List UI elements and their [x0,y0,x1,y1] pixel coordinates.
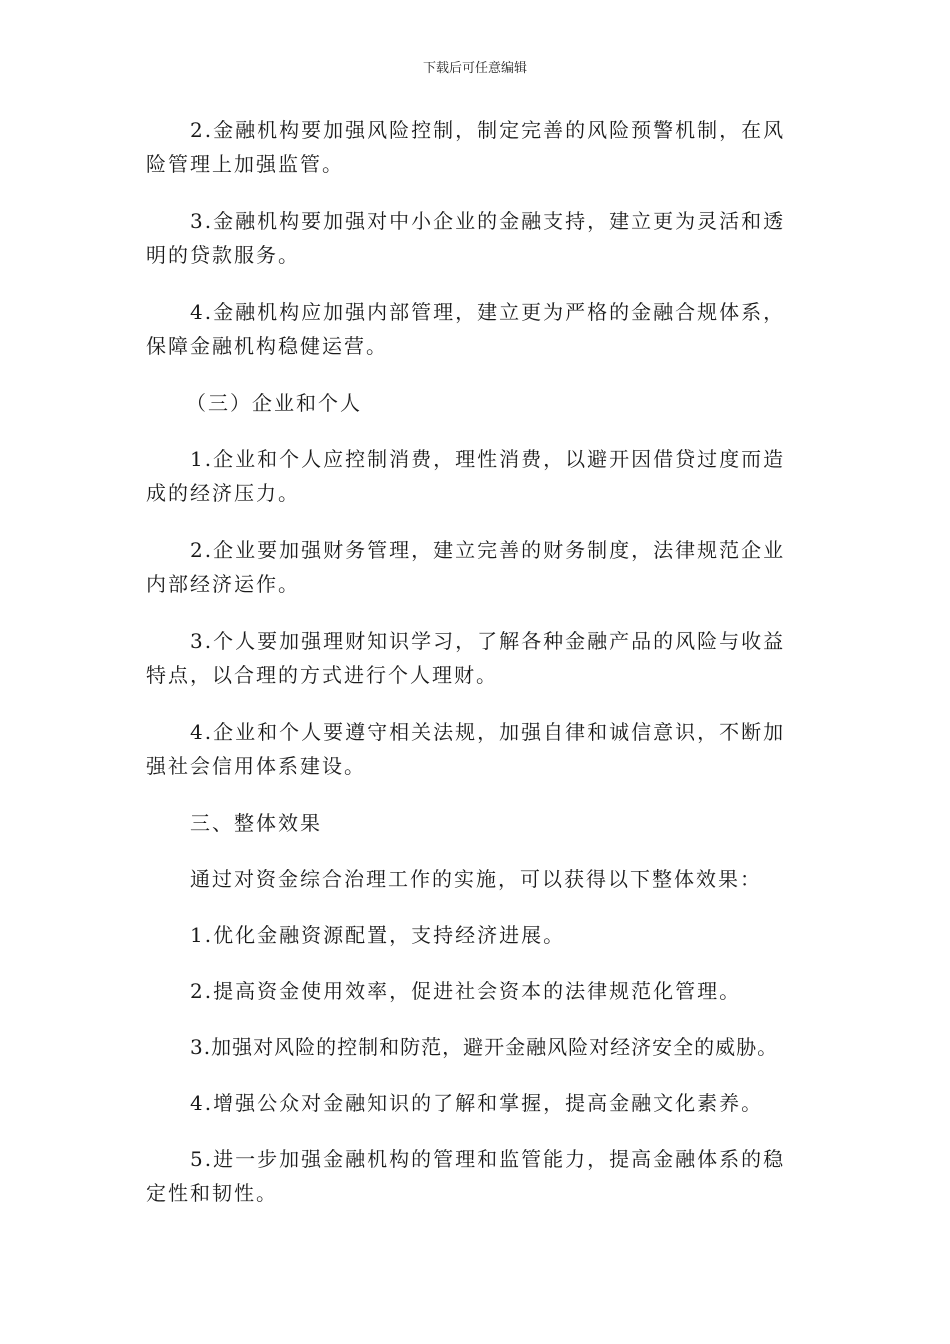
document-body [146,113,806,1233]
list-item-effect-4: 4.增强公众对金融知识的了解和掌握，提高金融文化素养。 [190,1091,764,1115]
paragraph-control-consumption: 1.企业和个人应控制消费，理性消费，以避开因借贷过度而造成的经济压力。 [146,447,786,505]
paragraph-effect-intro: 通过对资金综合治理工作的实施，可以获得以下整体效果： [190,867,762,891]
section-heading-enterprises-individuals: （三）企业和个人 [186,391,362,415]
paragraph-internal-management: 4.金融机构应加强内部管理，建立更为严格的金融合规体系，保障金融机构稳健运营。 [146,300,786,358]
list-item-effect-3: 3.加强对风险的控制和防范，避开金融风险对经济安全的威胁。 [190,1035,779,1059]
paragraph-financial-management: 2.企业要加强财务管理，建立完善的财务制度，法律规范企业内部经济运作。 [146,538,786,596]
paragraph-financial-literacy: 3.个人要加强理财知识学习，了解各种金融产品的风险与收益特点，以合理的方式进行个人理财。 [146,629,786,687]
section-heading-overall-effect: 三、整体效果 [190,811,322,835]
paragraph-credit-system: 4.企业和个人要遵守相关法规，加强自律和诚信意识，不断加强社会信用体系建设。 [146,720,786,778]
list-item-effect-5: 5.进一步加强金融机构的管理和监管能力，提高金融体系的稳定性和韧性。 [146,1147,786,1205]
list-item-effect-1: 1.优化金融资源配置，支持经济进展。 [190,923,566,947]
paragraph-sme-support: 3.金融机构要加强对中小企业的金融支持，建立更为灵活和透明的贷款服务。 [146,209,786,267]
list-item-effect-2: 2.提高资金使用效率，促进社会资本的法律规范化管理。 [190,979,742,1003]
paragraph-financial-risk-control: 2.金融机构要加强风险控制，制定完善的风险预警机制，在风险管理上加强监管。 [146,118,786,176]
page-header-note: 下载后可任意编辑 [422,61,527,76]
